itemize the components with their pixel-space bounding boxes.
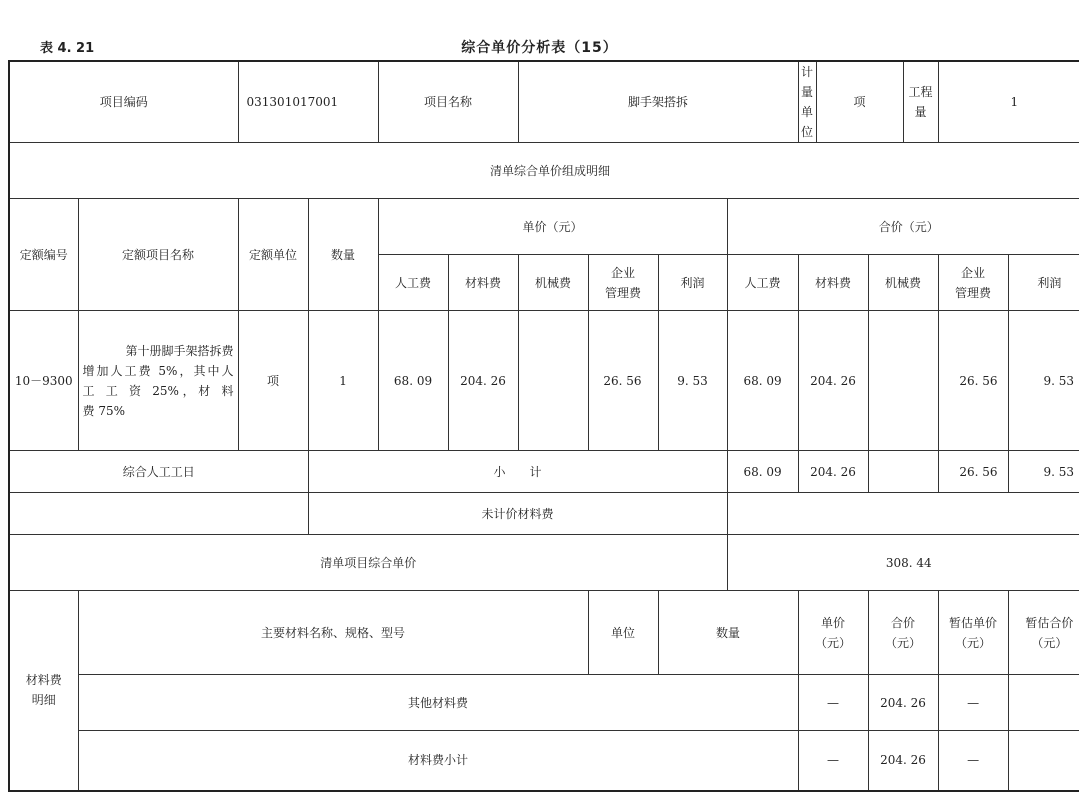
materials-col-unit-price: 单价 （元）	[798, 591, 868, 675]
composite-label: 清单项目综合单价	[9, 535, 727, 591]
page-title: 综合单价分析表（15）	[461, 40, 618, 56]
section-title: 清单综合单价组成明细	[9, 143, 1079, 199]
materials-side-label: 材料费 明细	[9, 591, 78, 791]
col-unit-profit: 利润	[658, 255, 727, 311]
row-unit-profit: 9. 53	[658, 311, 727, 451]
row-total-labor: 68. 09	[727, 311, 798, 451]
material-name: 其他材料费	[78, 675, 798, 731]
list-item	[9, 731, 1079, 791]
unpriced-label: 未计价材料费	[308, 493, 727, 535]
composite-value: 308. 44	[727, 535, 1079, 591]
col-total-profit: 利润	[1008, 255, 1079, 311]
material-unit-price: —	[798, 731, 868, 791]
material-est-total	[1008, 731, 1079, 791]
project-name: 脚手架搭拆	[518, 61, 798, 143]
materials-col-est-total: 暂估合价 （元）	[1008, 591, 1079, 675]
col-quota-no: 定额编号	[9, 199, 78, 311]
col-total-mgmt: 企业 管理费	[938, 255, 1008, 311]
col-unit-machine: 机械费	[518, 255, 588, 311]
row-total-machine	[868, 311, 938, 451]
materials-col-name: 主要材料名称、规格、型号	[78, 591, 588, 675]
quantity-value: 1	[938, 61, 1079, 143]
col-quota-name: 定额项目名称	[78, 199, 238, 311]
unit-price-analysis-table	[8, 60, 1079, 792]
col-quota-unit: 定额单位	[238, 199, 308, 311]
row-unit: 项	[238, 311, 308, 451]
workday-label: 综合人工工日	[9, 451, 308, 493]
row-total-material: 204. 26	[798, 311, 868, 451]
row-unit-material: 204. 26	[448, 311, 518, 451]
material-est-unit: —	[938, 731, 1008, 791]
col-quantity: 数量	[308, 199, 378, 311]
subtotal-label: 小 计	[308, 451, 727, 493]
project-code: 031301017001	[238, 61, 378, 143]
list-item	[9, 675, 1079, 731]
project-name-label: 项目名称	[378, 61, 518, 143]
col-unit-mgmt: 企业 管理费	[588, 255, 658, 311]
row-total-mgmt: 26. 56	[938, 311, 1008, 451]
table-number: 表 4. 21	[40, 41, 95, 56]
subtotal-profit: 9. 53	[1008, 451, 1079, 493]
unpriced-blank	[9, 493, 308, 535]
subtotal-labor: 68. 09	[727, 451, 798, 493]
col-total-price-group: 合价（元）	[727, 199, 1079, 255]
composite-row	[9, 535, 1079, 591]
col-unit-labor: 人工费	[378, 255, 448, 311]
col-total-material: 材料费	[798, 255, 868, 311]
row-total-profit: 9. 53	[1008, 311, 1079, 451]
row-quantity: 1	[308, 311, 378, 451]
table-row	[9, 311, 1079, 451]
material-est-unit: —	[938, 675, 1008, 731]
row-quota-no: 10－9300	[9, 311, 78, 451]
materials-col-qty: 数量	[658, 591, 798, 675]
materials-header-row	[9, 591, 1079, 675]
measure-unit: 项	[816, 61, 903, 143]
subtotal-row	[9, 451, 1079, 493]
material-est-total	[1008, 675, 1079, 731]
col-unit-price-group: 单价（元）	[378, 199, 727, 255]
row-description: 第十册脚手架搭拆费 增加人工费 5%，其中人 工 工 资 25%，材 料 费 75%	[78, 311, 238, 451]
quantity-label: 工程量	[903, 61, 938, 143]
col-total-labor: 人工费	[727, 255, 798, 311]
unpriced-row	[9, 493, 1079, 535]
measure-unit-label: 计量单位	[798, 61, 816, 143]
col-total-machine: 机械费	[868, 255, 938, 311]
row-unit-mgmt: 26. 56	[588, 311, 658, 451]
materials-col-total: 合价 （元）	[868, 591, 938, 675]
subtotal-machine	[868, 451, 938, 493]
subtotal-mgmt: 26. 56	[938, 451, 1008, 493]
project-info-row	[9, 61, 1079, 143]
material-unit-price: —	[798, 675, 868, 731]
subtotal-material: 204. 26	[798, 451, 868, 493]
row-unit-machine	[518, 311, 588, 451]
material-name: 材料费小计	[78, 731, 798, 791]
project-code-label: 项目编码	[9, 61, 238, 143]
materials-col-unit: 单位	[588, 591, 658, 675]
row-unit-labor: 68. 09	[378, 311, 448, 451]
material-total: 204. 26	[868, 731, 938, 791]
unpriced-value	[727, 493, 1079, 535]
material-total: 204. 26	[868, 675, 938, 731]
col-unit-material: 材料费	[448, 255, 518, 311]
materials-col-est-unit: 暂估单价 （元）	[938, 591, 1008, 675]
